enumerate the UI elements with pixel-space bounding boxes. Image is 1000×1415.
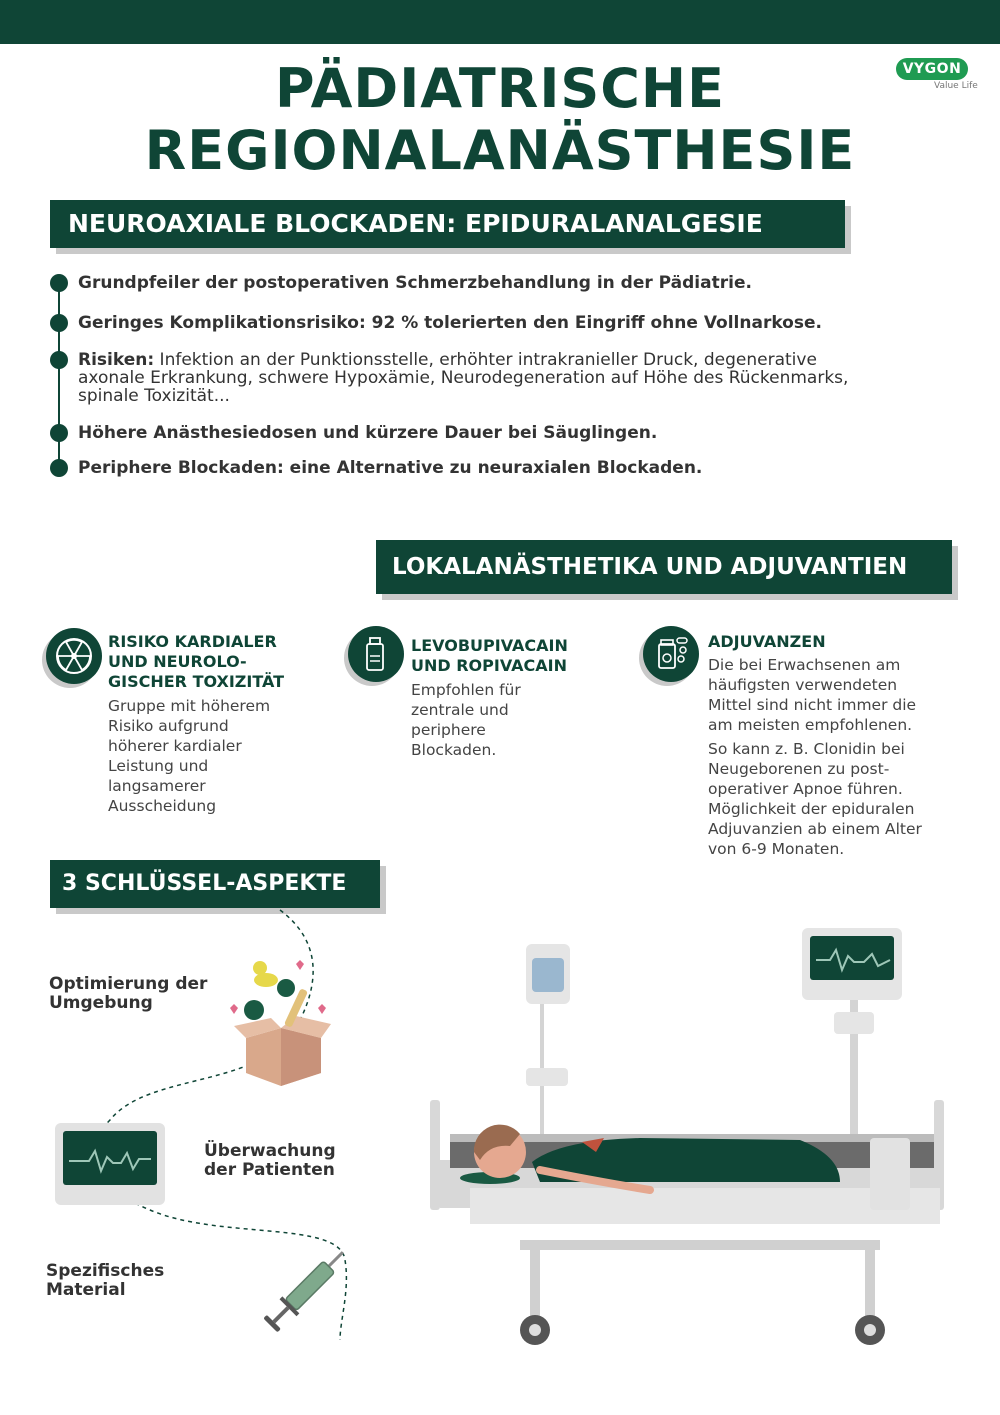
section-heading-neuroaxial: NEUROAXIALE BLOCKADEN: EPIDURALANALGESIE (50, 200, 845, 248)
column-heading-levobupivacain: LEVOBUPIVACAIN UND ROPIVACAIN (411, 636, 568, 675)
title-line-2: REGIONALANÄSTHESIE (144, 119, 856, 182)
column-heading-adjuvanzen: ADJUVANZEN (708, 632, 826, 651)
logo-tagline: Value Life (934, 81, 978, 91)
patient-bed-illustration (420, 920, 980, 1370)
bullet-dot (50, 314, 68, 332)
aspect-ueberwachung: Überwachung der Patienten (204, 1141, 336, 1180)
column-body-adjuvanzen-2: So kann z. B. Clonidin bei Neugeborenen zu post-operativer Apnoe führen. Möglichkeit der epiduralen Adjuvanzien ab einem Alter von 6-9 Monaten. (708, 740, 922, 858)
bullet-3-body: Infektion an der Punktionsstelle, erhöhter intrakranieller Druck, degenerative axonale Erkrankung, schwere Hypoxämie, Neurodegeneration auf Höhe des Rückenmarks, spinale Toxizität... (78, 350, 849, 406)
bullet-dot (50, 274, 68, 292)
aspect-umgebung: Optimierung der Umgebung (49, 974, 208, 1013)
aspect-material: Spezifisches Material (46, 1261, 165, 1300)
bullet-text-4: Höhere Anästhesiedosen und kürzere Dauer bei Säuglingen. (78, 423, 658, 443)
logo-wordmark: VYGON (896, 58, 968, 80)
bullet-dot (50, 351, 68, 369)
toy-box-icon (226, 958, 336, 1088)
section-heading-schluessel-aspekte: 3 SCHLÜSSEL-ASPEKTE (50, 860, 380, 908)
pills-icon (643, 626, 699, 682)
title-line-1: PÄDIATRISCHE (274, 57, 726, 120)
bullet-dot (50, 424, 68, 442)
radiation-icon (46, 628, 102, 684)
monitor-icon (55, 1123, 165, 1205)
top-bar (0, 0, 1000, 44)
bullet-dot (50, 459, 68, 477)
column-heading-toxicity: RISIKO KARDIALER UND NEUROLO-GISCHER TOXIZITÄT (108, 632, 285, 691)
bullet-text-1: Grundpfeiler der postoperativen Schmerzbehandlung in der Pädiatrie. (78, 273, 752, 293)
bullet-3-label: Risiken: (78, 350, 155, 370)
bullet-text-5: Periphere Blockaden: eine Alternative zu neuraxialen Blockaden. (78, 458, 703, 478)
bullet-text-3 (78, 351, 858, 405)
column-body-adjuvanzen-1: Die bei Erwachsenen am häufigsten verwendeten Mittel sind nicht immer die am meisten empfohlenen. (708, 656, 917, 734)
bullet-text-2: Geringes Komplikationsrisiko: 92 % tolerierten den Eingriff ohne Vollnarkose. (78, 313, 822, 333)
page-title (0, 58, 1000, 182)
column-body-levobupivacain: Empfohlen für zentrale und periphere Blockaden. (411, 681, 521, 759)
syringe-icon (250, 1240, 360, 1350)
section-heading-lokalanaesthetika: LOKALANÄSTHETIKA UND ADJUVANTIEN (376, 540, 952, 594)
column-body-toxicity: Gruppe mit höherem Risiko aufgrund höherer kardialer Leistung und langsamerer Ausscheidung (108, 697, 271, 815)
medicine-bottle-icon (348, 626, 404, 682)
